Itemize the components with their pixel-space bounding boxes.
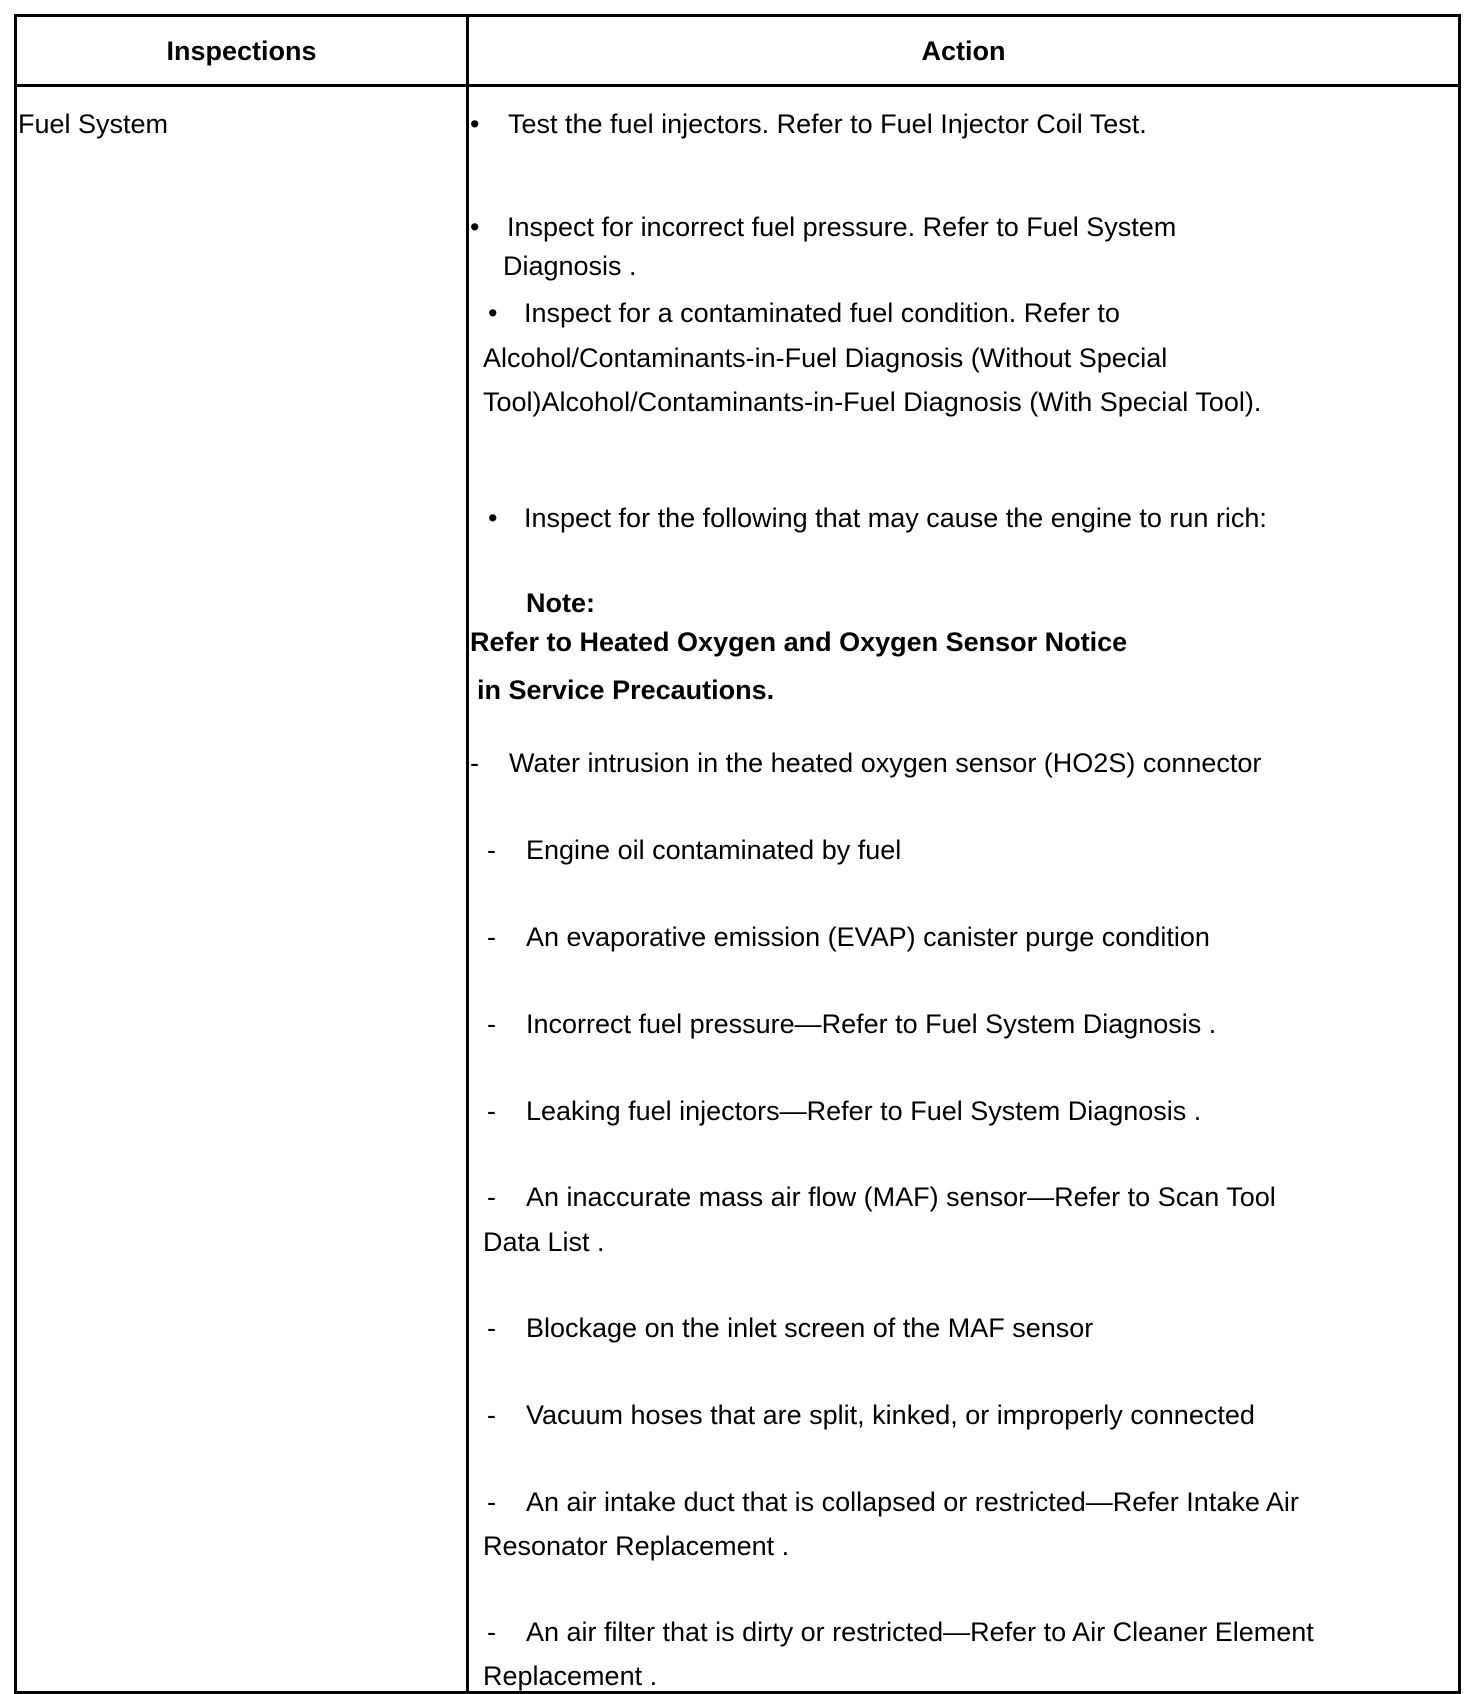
action-item-3-line2: Alcohol/Contaminants-in-Fuel Diagnosis (Without Special [483,343,1168,373]
dash-9: - [487,1487,496,1517]
sub-item-2: Engine oil contaminated by fuel [526,835,902,865]
dash-3: - [487,922,496,952]
sub-item-1: Water intrusion in the heated oxygen sensor (HO2S) connector [509,748,1262,778]
dash-8: - [487,1400,496,1430]
header-action: Action [921,35,1006,66]
note-label: Note: [526,588,595,618]
sub-item-9-line1: An air intake duct that is collapsed or restricted—Refer Intake Air [526,1487,1299,1517]
action-item-3-line1: Inspect for a contaminated fuel condition. Refer to [524,298,1120,328]
table-border-left [14,14,17,1694]
action-item-2-line1: Inspect for incorrect fuel pressure. Refer to Fuel System [507,212,1177,242]
sub-item-3: An evaporative emission (EVAP) canister purge condition [526,922,1210,952]
action-item-3-line3: Tool)Alcohol/Contaminants-in-Fuel Diagnosis (With Special Tool). [483,387,1262,417]
note-line1: Refer to Heated Oxygen and Oxygen Sensor Notice [470,627,1128,657]
sub-item-10-line1: An air filter that is dirty or restricted—Refer to Air Cleaner Element [526,1617,1314,1647]
header-inspections: Inspections [166,35,317,66]
sub-item-9-line2: Resonator Replacement . [483,1531,790,1561]
dash-10: - [487,1617,496,1647]
table-border-right [1458,14,1461,1694]
sub-item-8: Vacuum hoses that are split, kinked, or improperly connected [526,1400,1255,1430]
dash-4: - [487,1009,496,1039]
action-item-1: Test the fuel injectors. Refer to Fuel Injector Coil Test. [508,109,1147,139]
bullet-1: • [470,109,480,139]
sub-item-7: Blockage on the inlet screen of the MAF sensor [526,1313,1094,1343]
sub-item-5: Leaking fuel injectors—Refer to Fuel System Diagnosis . [526,1096,1202,1126]
bullet-2: • [470,212,480,242]
sub-item-6-line1: An inaccurate mass air flow (MAF) sensor—Refer to Scan Tool [526,1182,1276,1212]
dash-7: - [487,1313,496,1343]
action-item-2-line2: Diagnosis . [503,251,637,281]
dash-1: - [470,748,479,778]
sub-item-10-line2: Replacement . [483,1661,658,1691]
inspection-fuel-system: Fuel System [18,109,169,139]
note-line2: in Service Precautions. [477,675,775,705]
sub-item-6-line2: Data List . [483,1227,605,1257]
dash-6: - [487,1182,496,1212]
column-divider [466,14,469,1694]
action-item-4: Inspect for the following that may cause the engine to run rich: [524,503,1267,533]
dash-5: - [487,1096,496,1126]
bullet-4: • [488,503,498,533]
sub-item-4: Incorrect fuel pressure—Refer to Fuel System Diagnosis . [526,1009,1217,1039]
dash-2: - [487,835,496,865]
bullet-3: • [488,298,498,328]
